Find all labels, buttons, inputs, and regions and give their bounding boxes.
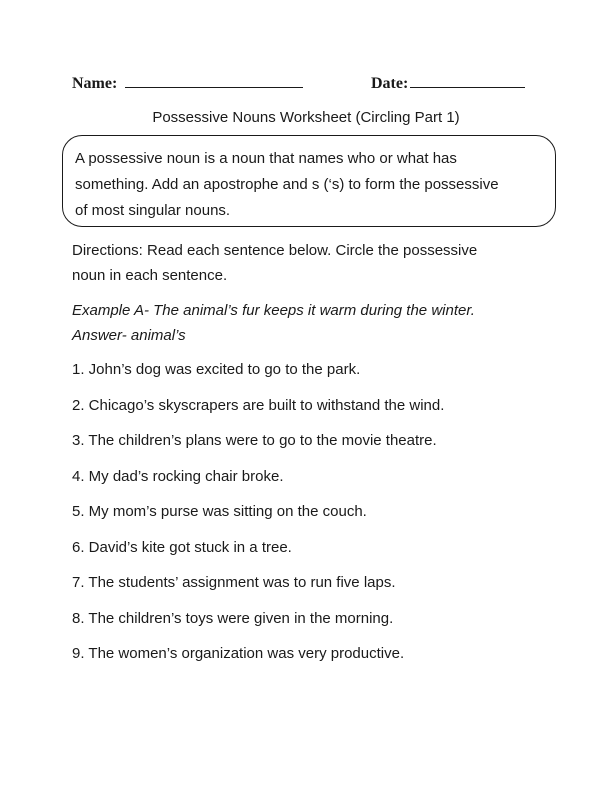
worksheet-title: Possessive Nouns Worksheet (Circling Part 1) <box>152 109 460 126</box>
worksheet-header <box>72 73 542 95</box>
sentence-item: 2. Chicago’s skyscrapers are built to withstand the wind. <box>72 396 445 414</box>
date-blank-line[interactable] <box>410 73 525 88</box>
definition-line-3: of most singular nouns. <box>75 202 231 219</box>
sentence-list <box>72 359 552 679</box>
date-label: Date: <box>371 75 409 92</box>
sentence-item: 3. The children’s plans were to go to the movie theatre. <box>72 432 437 449</box>
directions-line-1: Directions: Read each sentence below. Circle the possessive <box>72 242 478 259</box>
example-sentence: Example A- The animal’s fur keeps it warm during the winter. <box>72 302 475 319</box>
sentence-item: 4. My dad’s rocking chair broke. <box>72 467 284 485</box>
directions <box>72 238 552 288</box>
definition-box <box>62 135 556 227</box>
sentence-item: 1. John’s dog was excited to go to the park. <box>72 361 361 378</box>
sentence-item: 7. The students’ assignment was to run five laps. <box>72 574 396 591</box>
name-field <box>72 73 303 93</box>
directions-line-2: noun in each sentence. <box>72 267 228 284</box>
sentence-item: 5. My mom’s purse was sitting on the couch. <box>72 503 367 520</box>
definition-line-1: A possessive noun is a noun that names who or what has <box>75 150 457 167</box>
definition-line-2: something. Add an apostrophe and s (‘s) to form the possessive <box>75 176 499 193</box>
example <box>72 298 552 348</box>
example-answer: Answer- animal’s <box>72 327 186 344</box>
sentence-item: 9. The women’s organization was very productive. <box>72 645 405 662</box>
name-label: Name: <box>72 75 118 92</box>
sentence-item: 6. David’s kite got stuck in a tree. <box>72 538 292 556</box>
sentence-item: 8. The children’s toys were given in the morning. <box>72 609 394 627</box>
name-blank-line[interactable] <box>125 73 303 88</box>
date-field <box>371 73 525 93</box>
